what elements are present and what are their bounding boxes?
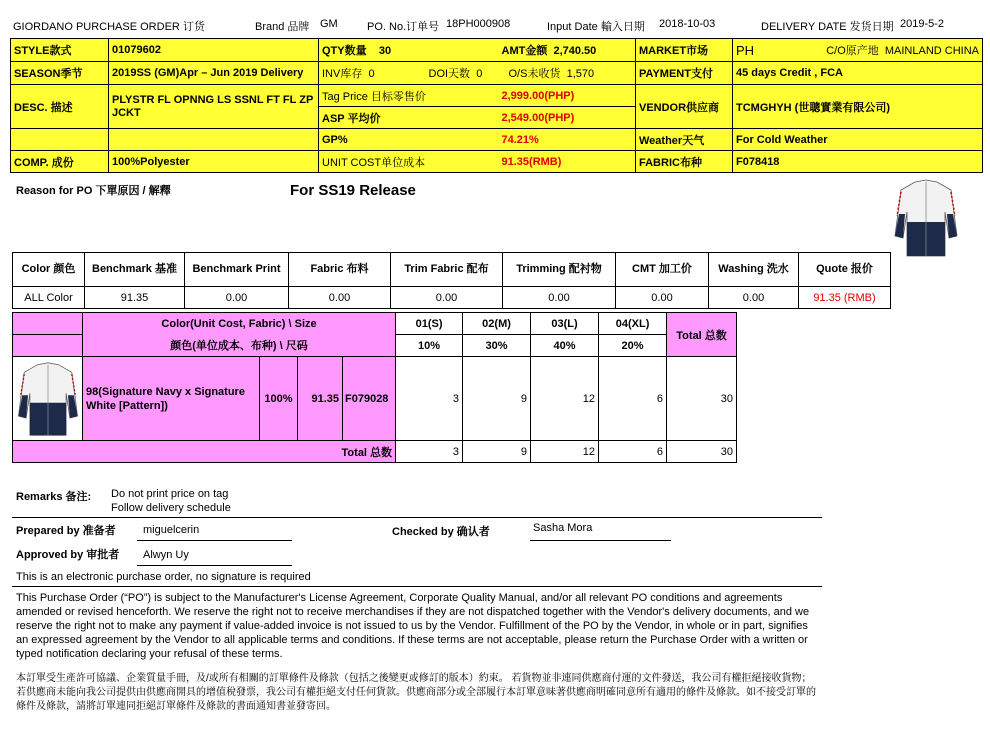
size-header-blank [13, 335, 83, 357]
input-date-value: 2018-10-03 [659, 18, 716, 30]
total-qty: 9 [463, 441, 531, 463]
doi-cell [429, 62, 499, 85]
color-row [13, 357, 737, 441]
tag-price-value: 2,999.00(PHP) [499, 85, 636, 107]
inv-label: INV库存 [322, 68, 363, 80]
approved-value: Alwyn Uy [143, 549, 189, 561]
qty-label: QTY数量 [322, 45, 367, 57]
po-number-value: 18PH000908 [446, 18, 511, 30]
origin-value: MAINLAND CHINA [884, 45, 979, 57]
qty-cell: 6 [599, 357, 667, 441]
legal-text-cn: 本訂單受生產許可協議、企業質量手冊，及/或所有相關的訂單條件及條款（包括之後變更或修訂的版本）約束。 若貨物並非連同供應商付運的文件發送，我公司有權拒絕接收貨物；若供應商未能向我公司提供由供應商開具的增值稅發票，我公司有權拒絕支付任何貨款。供應商部分或全部履行本訂單意味著供應商明確同意所有適用的條件及條款。如不接受訂單的條件及條款，請將訂單連同拒絕訂單條件及條款的書面通知書並發寄回。 [16, 673, 816, 712]
size-label: 03(L) [531, 313, 599, 335]
legal-text-en: This Purchase Order (“PO”) is subject to the Manufacturer's License Agreement, Corporate Quality Manual, and/or all relevant PO conditions and agreements amended or revised henceforth. We reserve the right not to receive merchandises if they are not dispatched together with the Vendor's delivery documents, and we reserve the right not to make any payment if value-added invoice is not issued to us by the Vendor. Fulfillment of the PO by the Vendor, in whole or in part, signifies an expressed agreement by the Vendor to all applicable terms and conditions. If these terms are not acceptable, please return the Purchase Order with a written or typed notification declaring your refusal of these terms. [16, 592, 810, 660]
size-header-line2: 颜色(单位成本、布种) \ 尺码 [83, 335, 396, 357]
amt-label: AMT金额 [501, 45, 548, 57]
checked-underline [530, 540, 671, 541]
jacket-thumbnail-icon [14, 359, 82, 439]
gp-value: 74.21% [499, 129, 636, 151]
input-date-label: Input Date 輸入日期 [547, 21, 645, 33]
comp-label: COMP. 成份 [11, 151, 109, 173]
gp-label: GP% [319, 129, 499, 151]
qty-value: 30 [378, 45, 392, 57]
weather-label: Weather天气 [636, 129, 733, 151]
size-header-line1: Color(Unit Cost, Fabric) \ Size [83, 313, 396, 335]
electronic-notice: This is an electronic purchase order, no signature is required [16, 571, 311, 583]
remarks-line1: Do not print price on tag [111, 488, 229, 500]
approved-label: Approved by 审批者 [16, 549, 120, 561]
size-ratio: 10% [396, 335, 463, 357]
row-total: 30 [667, 357, 737, 441]
comp-value: 100%Polyester [109, 151, 319, 173]
benchmark-cell: 0.00 [503, 287, 616, 309]
empty-cell [429, 39, 499, 62]
total-qty: 12 [531, 441, 599, 463]
benchmark-cell: ALL Color [13, 287, 85, 309]
color-fabric: F079028 [343, 357, 396, 441]
checked-label: Checked by 确认者 [392, 526, 490, 538]
jacket-icon [893, 176, 959, 260]
payment-label: PAYMENT支付 [636, 62, 733, 85]
prepared-label: Prepared by 准备者 [16, 525, 116, 537]
size-ratio: 30% [463, 335, 531, 357]
qty-cell: 9 [463, 357, 531, 441]
os-cell [499, 62, 636, 85]
amt-cell [499, 39, 636, 62]
inv-cell [319, 62, 429, 85]
benchmark-header-fabric: Fabric 布料 [289, 253, 391, 287]
benchmark-header-quote: Quote 报价 [799, 253, 891, 287]
season-value: 2019SS (GM)Apr – Jun 2019 Delivery [109, 62, 319, 85]
size-header-total: Total 总数 [667, 313, 737, 357]
grand-total: 30 [667, 441, 737, 463]
doi-label: DOI天数 [428, 68, 471, 80]
blank-label [11, 129, 109, 151]
tag-price-label: Tag Price 目标零售价 [319, 85, 499, 107]
reason-value: For SS19 Release [290, 182, 416, 199]
desc-label: DESC. 描述 [11, 85, 109, 129]
prepared-value: miguelcerin [143, 524, 200, 536]
unit-cost-value: 91.35(RMB) [499, 151, 636, 173]
remarks-label: Remarks 备注: [16, 491, 92, 503]
total-qty: 3 [396, 441, 463, 463]
market-label: MARKET市场 [636, 39, 733, 62]
inv-value: 0 [368, 68, 375, 80]
product-jacket-image [893, 176, 959, 260]
benchmark-header-benchmark: Benchmark 基准 [85, 253, 185, 287]
size-header-blank [13, 313, 83, 335]
delivery-date-value: 2019-5-2 [900, 18, 945, 30]
benchmark-header-trim-fabric: Trim Fabric 配布 [391, 253, 503, 287]
approved-underline [137, 565, 292, 566]
style-label: STYLE款式 [11, 39, 109, 62]
vendor-value: TCMGHYH (世聰實業有限公司) [733, 85, 983, 129]
vendor-label: VENDOR供应商 [636, 85, 733, 129]
blank-value [109, 129, 319, 151]
benchmark-cell: 0.00 [709, 287, 799, 309]
origin-label: C/O原产地 [826, 45, 879, 57]
brand-value: GM [320, 18, 338, 30]
benchmark-header-cmt: CMT 加工价 [616, 253, 709, 287]
desc-value: PLYSTR FL OPNNG LS SSNL FT FL ZP JCKT [109, 85, 319, 129]
benchmark-cell: 0.00 [391, 287, 503, 309]
brand-label: Brand 品牌 [255, 21, 310, 33]
asp-label: ASP 平均价 [319, 107, 499, 129]
season-label: SEASON季节 [11, 62, 109, 85]
size-ratio: 40% [531, 335, 599, 357]
unit-cost-label: UNIT COST单位成本 [319, 151, 499, 173]
fabric-label: FABRIC布种 [636, 151, 733, 173]
qty-cell: 3 [396, 357, 463, 441]
doi-value: 0 [476, 68, 483, 80]
divider [12, 586, 822, 587]
reason-label: Reason for PO 下單原因 / 解釋 [16, 185, 171, 197]
payment-value: 45 days Credit , FCA [733, 62, 983, 85]
prepared-underline [137, 540, 292, 541]
size-ratio: 20% [599, 335, 667, 357]
size-breakdown-table [12, 312, 737, 463]
color-name: 98(Signature Navy x Signature White [Pattern]) [83, 357, 260, 441]
qty-cell: 12 [531, 357, 599, 441]
po-number-label: PO. No.订单号 [367, 21, 440, 33]
total-row [13, 441, 737, 463]
size-label: 04(XL) [599, 313, 667, 335]
benchmark-quote-value: 91.35 (RMB) [799, 287, 891, 309]
po-info-table [10, 38, 983, 173]
delivery-date-label: DELIVERY DATE 发货日期 [761, 21, 894, 33]
remarks-line2: Follow delivery schedule [111, 502, 231, 514]
total-label: Total 总数 [13, 441, 396, 463]
color-pct: 100% [260, 357, 298, 441]
market-value: PH [733, 39, 813, 62]
color-swatch-cell [13, 357, 83, 441]
benchmark-header-row [13, 253, 891, 287]
os-label: O/S未收货 [508, 68, 561, 80]
os-value: 1,570 [566, 68, 595, 80]
size-label: 01(S) [396, 313, 463, 335]
benchmark-header-trimming: Trimming 配衬物 [503, 253, 616, 287]
benchmark-value-row [13, 287, 891, 309]
qty-cell [319, 39, 429, 62]
origin-cell [813, 39, 983, 62]
style-value: 01079602 [109, 39, 319, 62]
amt-value: 2,740.50 [553, 45, 597, 57]
checked-value: Sasha Mora [533, 522, 593, 534]
asp-value: 2,549.00(PHP) [499, 107, 636, 129]
color-cost: 91.35 [298, 357, 343, 441]
size-label: 02(M) [463, 313, 531, 335]
benchmark-header-color: Color 颜色 [13, 253, 85, 287]
divider [12, 517, 822, 518]
benchmark-cell: 0.00 [616, 287, 709, 309]
po-title: GIORDANO PURCHASE ORDER 订货 [13, 21, 205, 33]
benchmark-cell: 0.00 [289, 287, 391, 309]
total-qty: 6 [599, 441, 667, 463]
fabric-value: F078418 [733, 151, 983, 173]
benchmark-header-print: Benchmark Print [185, 253, 289, 287]
benchmark-cell: 0.00 [185, 287, 289, 309]
weather-value: For Cold Weather [733, 129, 983, 151]
benchmark-table [12, 252, 891, 309]
benchmark-header-washing: Washing 洗水 [709, 253, 799, 287]
benchmark-cell: 91.35 [85, 287, 185, 309]
